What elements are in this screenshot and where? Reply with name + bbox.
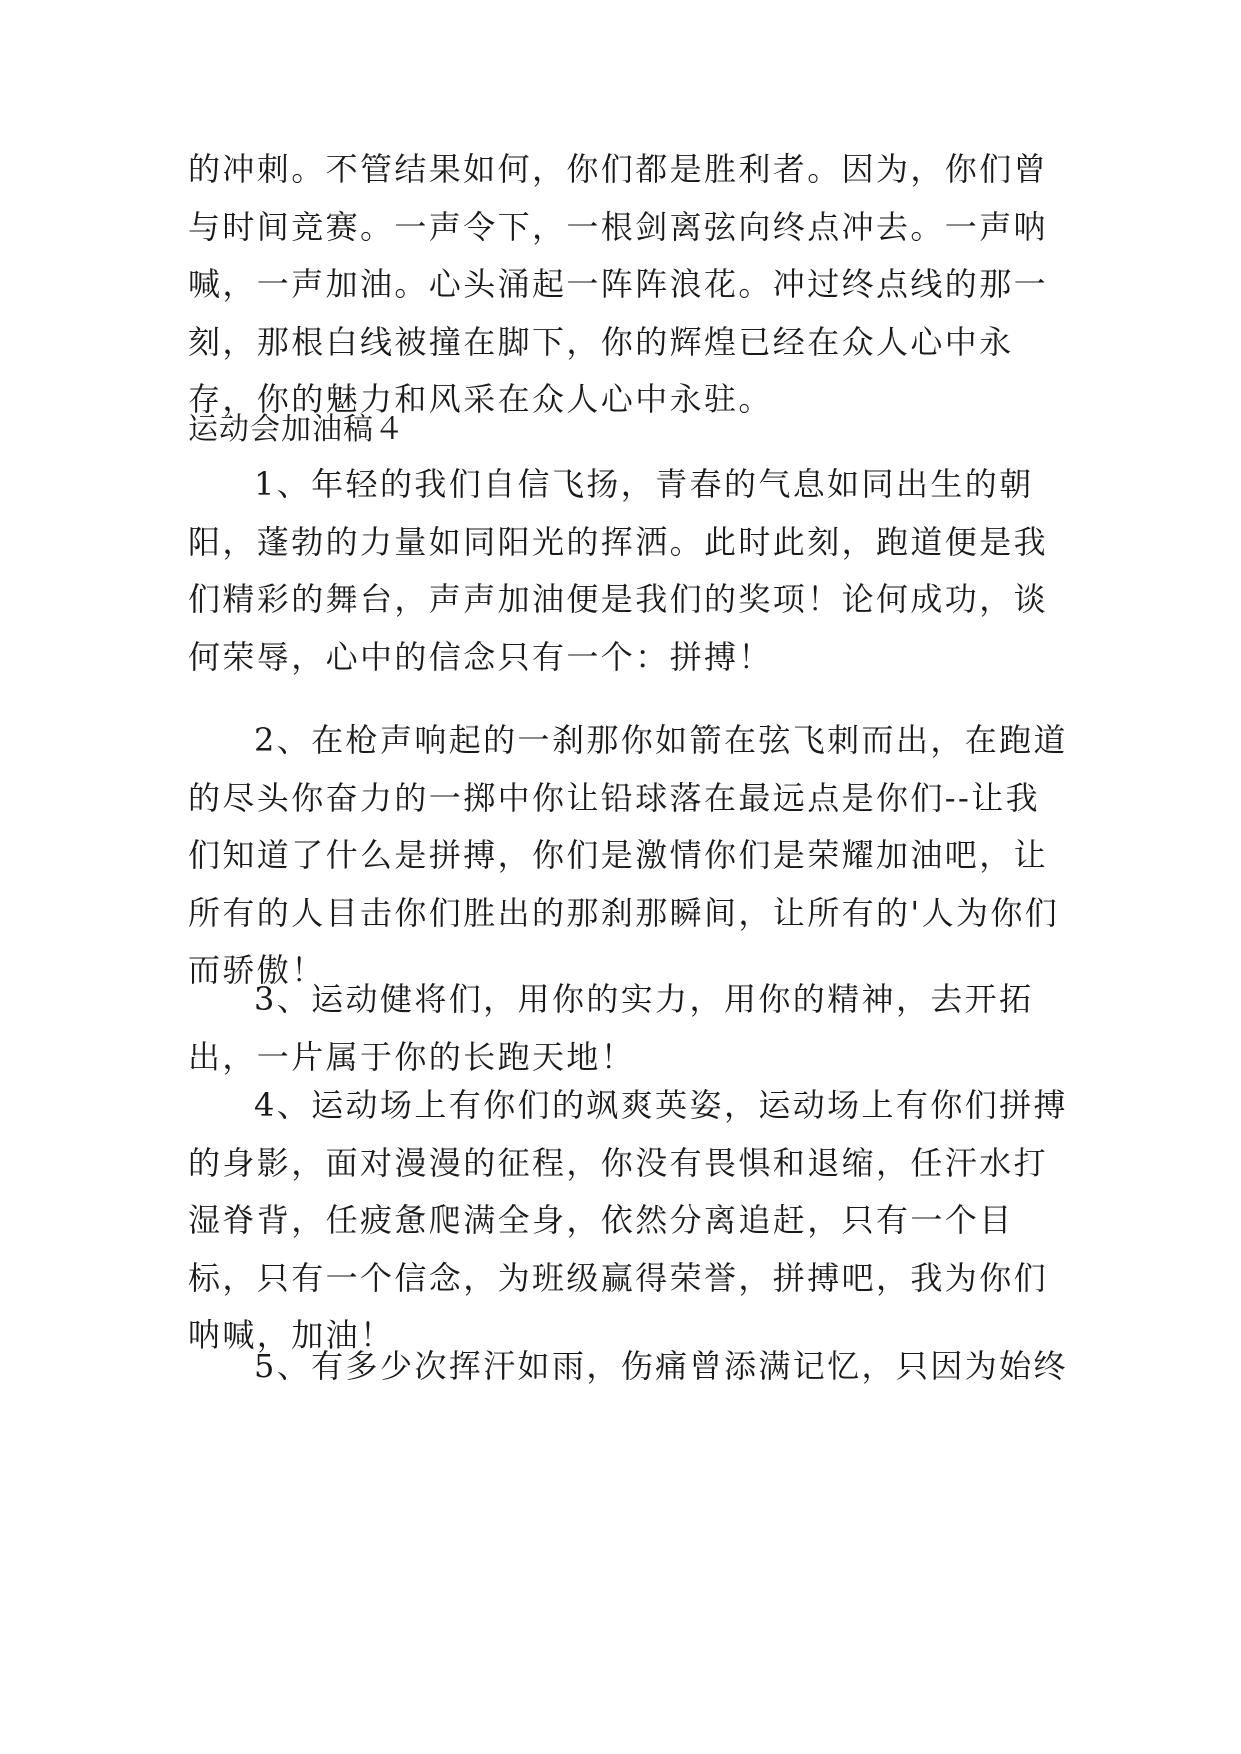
list-item: 5、有多少次挥汗如雨，伤痛曾添满记忆，只因为始终 — [254, 1347, 1068, 1385]
list-item: 2、在枪声响起的一刹那你如箭在弦飞刺而出，在跑道的尽头你奋力的一掷中你让铅球落在最远点是你们--让我们知道了什么是拼搏，你们是激情你们是荣耀加油吧，让所有的人目击你们胜出的那刹那瞬间，让所有的'人为你们而骄傲！ — [188, 721, 1068, 989]
list-item: 1、年轻的我们自信飞扬，青春的气息如同出生的朝阳，蓬勃的力量如同阳光的挥洒。此时此刻，跑道便是我们精彩的舞台，声声加油便是我们的奖项！论何成功，谈何荣辱，心中的信念只有一个：拼搏！ — [188, 465, 1049, 676]
item-3-block — [188, 971, 1068, 1086]
item-5-block — [188, 1338, 1068, 1396]
section-title: 运动会加油稿４ — [188, 412, 405, 447]
continuation-paragraph-block — [188, 141, 1068, 429]
continuation-paragraph: 的冲刺。不管结果如何，你们都是胜利者。因为，你们曾与时间竞赛。一声令下，一根剑离弦向终点冲去。一声呐喊，一声加油。心头涌起一阵阵浪花。冲过终点线的那一刻，那根白线被撞在脚下，你的辉煌已经在众人心中永存，你的魅力和风采在众人心中永驻。 — [188, 150, 1049, 418]
item-4-block — [188, 1077, 1068, 1365]
item-1-block — [188, 456, 1068, 686]
item-2-block — [188, 712, 1068, 1000]
list-item: 3、运动健将们，用你的实力，用你的精神，去开拓出，一片属于你的长跑天地！ — [188, 980, 1034, 1076]
section-title-block — [188, 401, 1068, 459]
list-item: 4、运动场上有你们的飒爽英姿，运动场上有你们拼搏的身影，面对漫漫的征程，你没有畏惧和退缩，任汗水打湿脊背，任疲惫爬满全身，依然分离追赶，只有一个目标，只有一个信念，为班级赢得荣誉，拼搏吧，我为你们呐喊，加油！ — [188, 1086, 1068, 1354]
